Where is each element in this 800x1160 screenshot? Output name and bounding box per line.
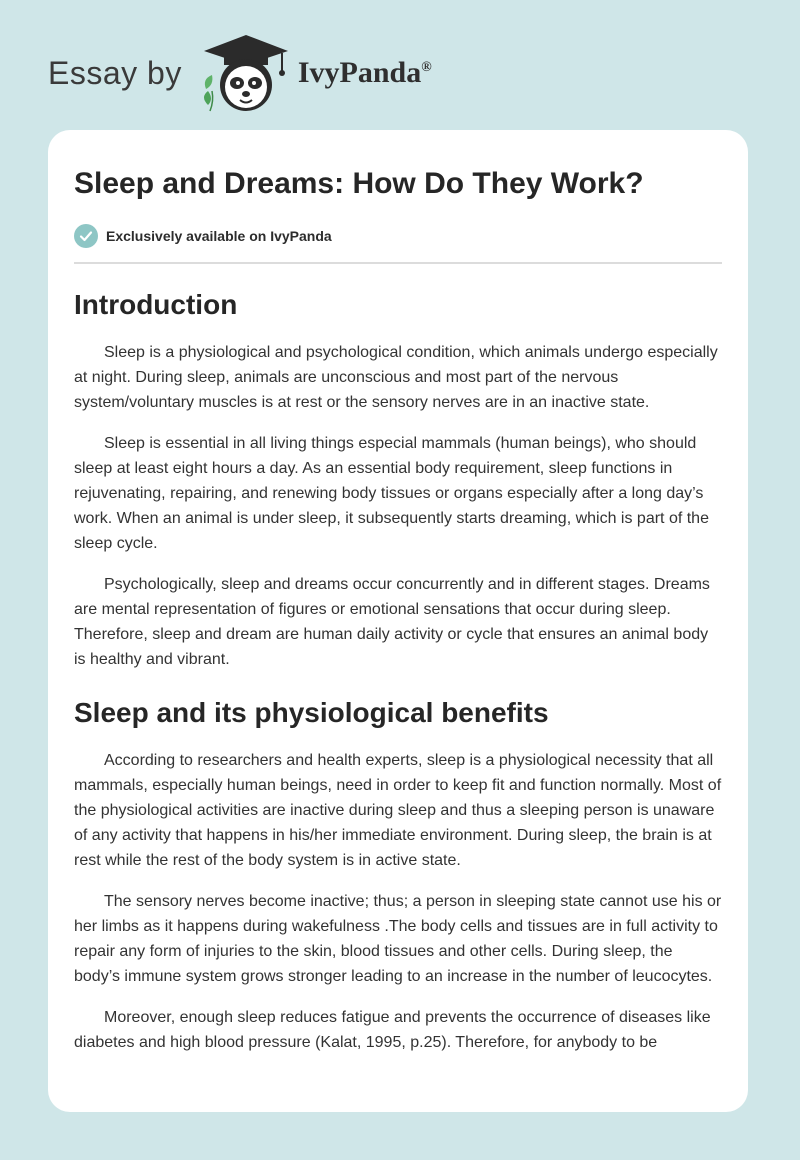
- exclusive-badge: [74, 224, 722, 264]
- panda-logo-icon[interactable]: [200, 31, 292, 115]
- essay-card: [48, 130, 748, 1112]
- check-icon: [74, 224, 98, 248]
- paragraph: Sleep is essential in all living things especial mammals (human beings), who should sleep at least eight hours a day. As an essential body requirement, sleep functions in rejuvenating, repairing, and renewing body tissues or organs especially after a long day’s work. When an animal is under sleep, it subsequently starts dreaming, which is part of the sleep cycle.: [74, 435, 709, 552]
- badge-label: Exclusively available on IvyPanda: [106, 228, 332, 244]
- paragraph: Moreover, enough sleep reduces fatigue and prevents the occurrence of diseases like diabetes and high blood pressure (Kalat, 1995, p.25). Therefore, for anybody to be: [74, 1009, 711, 1051]
- paragraph: The sensory nerves become inactive; thus; a person in sleeping state cannot use his or her limbs as it happens during wakefulness .The body cells and tissues are in full activity to repair any form of injuries to the skin, blood tissues and other cells. During sleep, the body’s immune system grows stronger leading to an increase in the number of leucocytes.: [74, 893, 722, 985]
- brand-name: IvyPanda®: [297, 56, 432, 89]
- section-heading-introduction: Introduction: [74, 289, 238, 320]
- page-title: Sleep and Dreams: How Do They Work?: [74, 167, 644, 200]
- brand-prefix: Essay by: [48, 54, 182, 91]
- paragraph: According to researchers and health experts, sleep is a physiological necessity that all mammals, especially human beings, need in order to keep fit and function normally. Most of the physiological activities are inactive during sleep and thus a sleeping person is unaware of any activity that happens in his/her immediate environment. During sleep, the brain is at rest while the rest of the body system is in active state.: [74, 752, 722, 869]
- section-heading-sleep-benefits: Sleep and its physiological benefits: [74, 697, 549, 728]
- paragraph: Psychologically, sleep and dreams occur concurrently and in different stages. Dreams are mental representation of figures or emotional sensations that occur during sleep. Therefore, sleep and dream are human daily activity or cycle that ensures an animal body is healthy and vibrant.: [74, 576, 710, 668]
- paragraph: Sleep is a physiological and psychological condition, which animals undergo especially at night. During sleep, animals are unconscious and most part of the nervous system/voluntary muscles is at rest or the sensory nerves are in an inactive state.: [74, 344, 718, 411]
- site-header: [48, 28, 432, 118]
